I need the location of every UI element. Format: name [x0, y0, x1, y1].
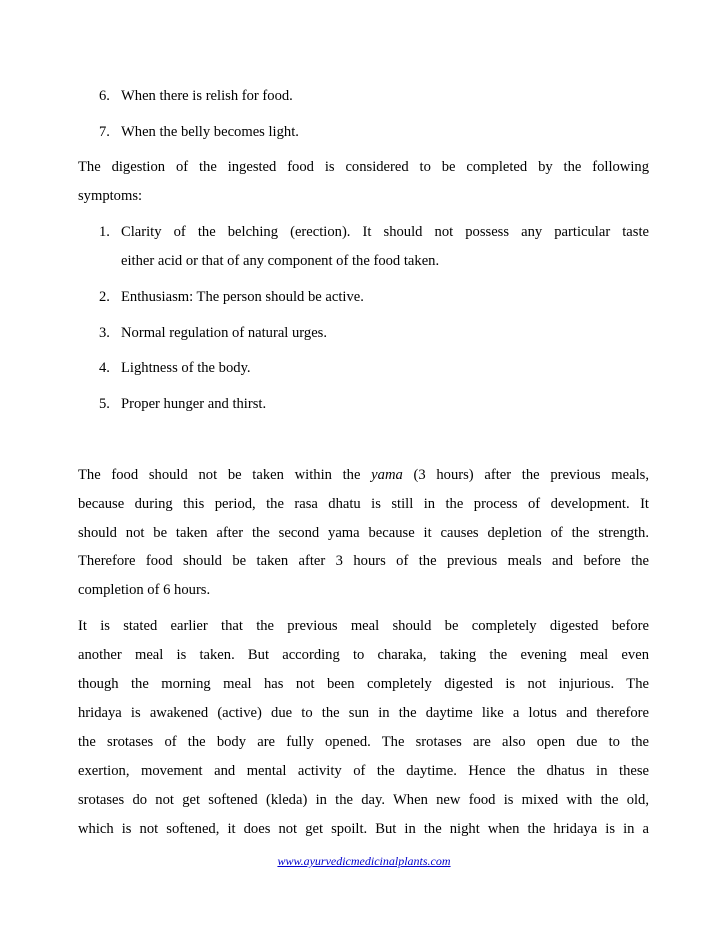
footer-link[interactable]: www.ayurvedicmedicinalplants.com	[277, 854, 451, 868]
list-number: 7.	[99, 124, 110, 140]
paragraph-line: another meal is taken. But according to charaka, taking the evening meal even	[78, 647, 649, 663]
paragraph-line	[78, 466, 649, 484]
list-text: Enthusiasm: The person should be active.	[121, 289, 364, 305]
paragraph-line: symptoms:	[78, 188, 143, 204]
list-number: 3.	[99, 325, 110, 341]
list-text: Proper hunger and thirst.	[121, 396, 267, 412]
text-run: (3 hours) after the previous meals,	[413, 467, 649, 483]
list-text: When the belly becomes light.	[121, 124, 299, 140]
paragraph-line: because during this period, the rasa dhatu is still in the process of development. It	[78, 496, 649, 512]
list-number: 1.	[99, 224, 110, 240]
paragraph-line: the srotases of the body are fully opened. The srotases are also open due to the	[78, 734, 649, 750]
paragraph-line: though the morning meal has not been completely digested is not injurious. The	[78, 676, 649, 692]
paragraph-line: srotases do not get softened (kleda) in the day. When new food is mixed with the old,	[78, 792, 649, 808]
paragraph-line: completion of 6 hours.	[78, 582, 211, 598]
paragraph-line: exertion, movement and mental activity of the daytime. Hence the dhatus in these	[78, 763, 649, 779]
list-number: 5.	[99, 396, 110, 412]
list-text-continuation: either acid or that of any component of the food taken.	[121, 253, 440, 269]
paragraph-line: should not be taken after the second yama because it causes depletion of the strength.	[78, 525, 649, 541]
paragraph-line: It is stated earlier that the previous meal should be completely digested before	[78, 618, 649, 634]
list-text: When there is relish for food.	[121, 88, 293, 104]
paragraph-line: The digestion of the ingested food is considered to be completed by the following	[78, 159, 649, 175]
paragraph-line: hridaya is awakened (active) due to the sun in the daytime like a lotus and therefore	[78, 705, 649, 721]
list-text: Normal regulation of natural urges.	[121, 325, 328, 341]
list-text: Lightness of the body.	[121, 360, 251, 376]
list-number: 6.	[99, 88, 110, 104]
italic-term: yama	[371, 467, 403, 483]
list-number: 2.	[99, 289, 110, 305]
list-number: 4.	[99, 360, 110, 376]
paragraph-line: which is not softened, it does not get spoilt. But in the night when the hridaya is in a	[78, 821, 649, 837]
paragraph-line: Therefore food should be taken after 3 hours of the previous meals and before the	[78, 553, 649, 569]
list-text: Clarity of the belching (erection). It should not possess any particular taste	[121, 224, 649, 240]
text-run: The food should not be taken within the	[78, 467, 361, 483]
